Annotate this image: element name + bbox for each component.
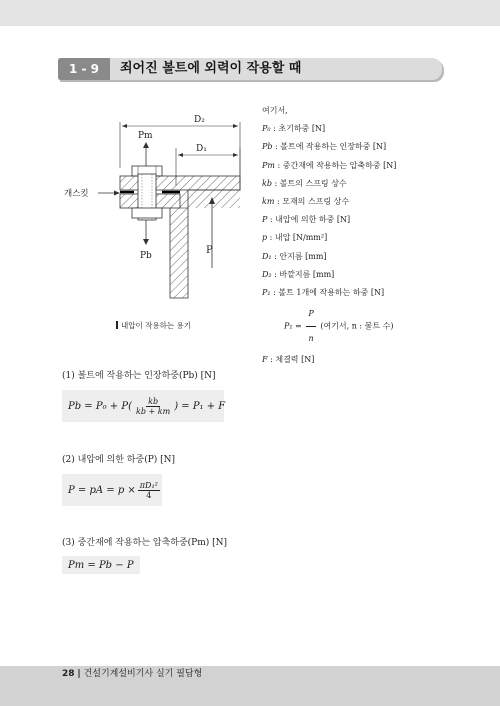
d1-label: D₁ — [196, 144, 207, 154]
footer — [62, 667, 202, 681]
gasket-label: 개스킷 — [64, 189, 89, 199]
pm-label: Pm — [138, 131, 153, 141]
def-row: D₂ : 바깥지름 [mm] — [262, 269, 335, 279]
definitions-list — [262, 102, 462, 369]
section-2-heading: (2) 내압에 의한 하중(P) [N] — [62, 455, 176, 465]
caption-mark — [116, 321, 118, 329]
eq1-fraction: $\frac{kb}{kb + km}$ — [135, 396, 171, 416]
def-row: Pb : 볼트에 작용하는 인장하중 [N] — [262, 142, 387, 152]
figure-caption-text: 내압이 작용하는 용기 — [121, 321, 191, 330]
section-3-heading: (3) 중간재에 작용하는 압축하중(Pm) [N] — [62, 538, 228, 548]
section-1-heading: (1) 볼트에 작용하는 인장하중(Pb) [N] — [62, 371, 216, 381]
page-title: 죄어진 볼트에 외력이 작용할 때 — [120, 61, 302, 76]
p1-fraction: $\frac{P}{n}$ — [306, 302, 315, 351]
d2-label: D₂ — [194, 115, 205, 125]
definitions-intro: 여기서, — [262, 106, 288, 115]
page-number: 28 — [62, 669, 75, 679]
def-row: P₀ : 초기하중 [N] — [262, 124, 326, 134]
def-row: Pm : 중간재에 작용하는 압축하중 [N] — [262, 160, 397, 170]
equation-3: Pm = Pb − P — [62, 556, 140, 574]
def-row: D₁ : 안지름 [mm] — [262, 251, 327, 261]
def-row: p : 내압 [N/mm²] — [262, 233, 328, 243]
def-row: P₁ : 볼트 1개에 작용하는 하중 [N] — [262, 288, 385, 298]
book-title: 건설기계설비기사 실기 필답형 — [83, 669, 203, 679]
figure-caption — [116, 320, 191, 331]
eq2-fraction: $\frac{\text{πD₁²}}{4}$ — [139, 480, 158, 500]
def-row: F : 체결력 [N] — [262, 355, 315, 365]
def-row: km : 모재의 스프링 상수 — [262, 197, 350, 207]
def-row: P : 내압에 의한 하중 [N] — [262, 215, 351, 225]
footer-separator: | — [77, 669, 81, 679]
def-row: kb : 볼트의 스프링 상수 — [262, 178, 347, 188]
top-band — [0, 0, 500, 26]
equation-1: Pb = P₀ + P( $\frac{kb}{kb + km}$ ) = P₁ + F — [62, 390, 224, 422]
equation-2: P = pA = p × $\frac{\text{πD₁²}}{4}$ — [62, 474, 162, 506]
p-label: P — [206, 245, 213, 256]
bolt-vessel-figure — [58, 108, 248, 308]
pb-label: Pb — [140, 251, 152, 261]
p1-formula: P₁ = $\frac{P}{n}$ (여기서, n : 볼트 수) — [262, 302, 462, 351]
section-badge: 1 - 9 — [58, 58, 110, 80]
